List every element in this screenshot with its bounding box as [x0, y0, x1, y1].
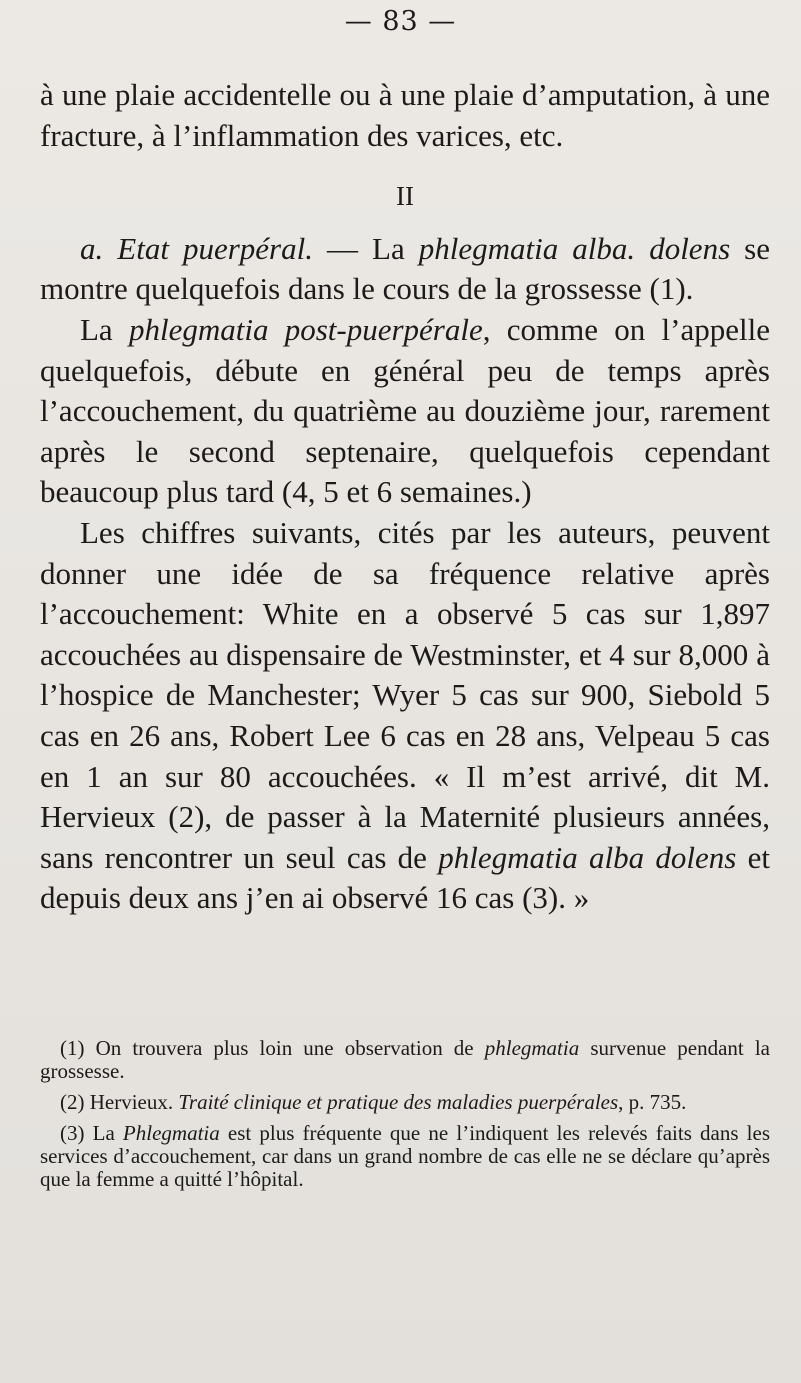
paragraph-title: Etat puerpéral.: [117, 230, 313, 266]
footnote-1: [40, 1037, 770, 1083]
footnote-term: phlegmatia: [484, 1036, 580, 1060]
footnote-text-end: , p. 735.: [618, 1090, 687, 1114]
paragraph-text: , comme on l’appelle quelquefois, débute en général peu de temps après l’accouchement, du quatrième au douzième jour, rarement après le second septenaire, quelquefois cependant beaucoup plus tard (4, 5 et 6 semaines.): [40, 311, 770, 510]
paragraph-text: se montre quelquefois dans le cours de la grossesse (1).: [40, 230, 770, 307]
footnote-3: [40, 1122, 770, 1191]
section-heading: II: [396, 181, 414, 212]
footnote-text: (3) La: [60, 1121, 123, 1145]
footnote-2: [40, 1091, 770, 1114]
footnote-book-title: Traité clinique et pratique des maladies puerpérales: [178, 1090, 619, 1114]
paragraph-statistics: [40, 513, 770, 919]
term-post-puerperale: phlegmatia post-puerpérale: [128, 311, 483, 347]
paragraph-label: a.: [80, 230, 104, 266]
term-phlegmatia-alba-dolens: phlegmatia alba. dolens: [418, 230, 731, 266]
page-number: — 83 —: [344, 6, 457, 37]
footnote-text: (2) Hervieux.: [60, 1090, 179, 1114]
main-text: [40, 75, 770, 919]
term-phlegmatia-alba-dolens: phlegmatia alba dolens: [438, 839, 737, 875]
paragraph-dash: — La: [312, 230, 419, 266]
paragraph-prefix: La: [80, 311, 129, 347]
footnote-term: Phlegmatia: [122, 1121, 220, 1145]
footnote-text-end: est plus fréquente que ne l’indiquent les relevés faits dans les services d’accouchement, car dans un grand nombre de cas elle ne se déclare qu’après que la femme a quitté l’hôpital.: [40, 1121, 770, 1191]
intro-paragraph: à une plaie accidentelle ou à une plaie d’amputation, à une fracture, à l’inflammation des varices, etc.: [40, 77, 770, 153]
footnote-text: (1) On trouvera plus loin une observation de: [60, 1036, 485, 1060]
footnotes: [40, 1037, 770, 1199]
footnote-text-end: survenue pendant la grossesse.: [40, 1036, 770, 1083]
paragraph-etat-puerperal: [40, 229, 770, 310]
paragraph-text-end: et depuis deux ans j’en ai observé 16 cas (3). »: [40, 839, 770, 916]
paragraph-post-puerperale: [40, 310, 770, 513]
paragraph-text: Les chiffres suivants, cités par les auteurs, peuvent donner une idée de sa fréquence relative après l’accouchement: White en a observé 5 cas sur 1,897 accouchées au dispensaire de Westminster, et 4 sur 8,000 à l’hospice de Manchester; Wyer 5 cas sur 900, Siebold 5 cas en 26 ans, Robert Lee 6 cas en 28 ans, Velpeau 5 cas en 1 an sur 80 accouchées. « Il m’est arrivé, dit M. Hervieux (2), de passer à la Maternité plusieurs années, sans rencontrer un seul cas de: [40, 514, 770, 875]
